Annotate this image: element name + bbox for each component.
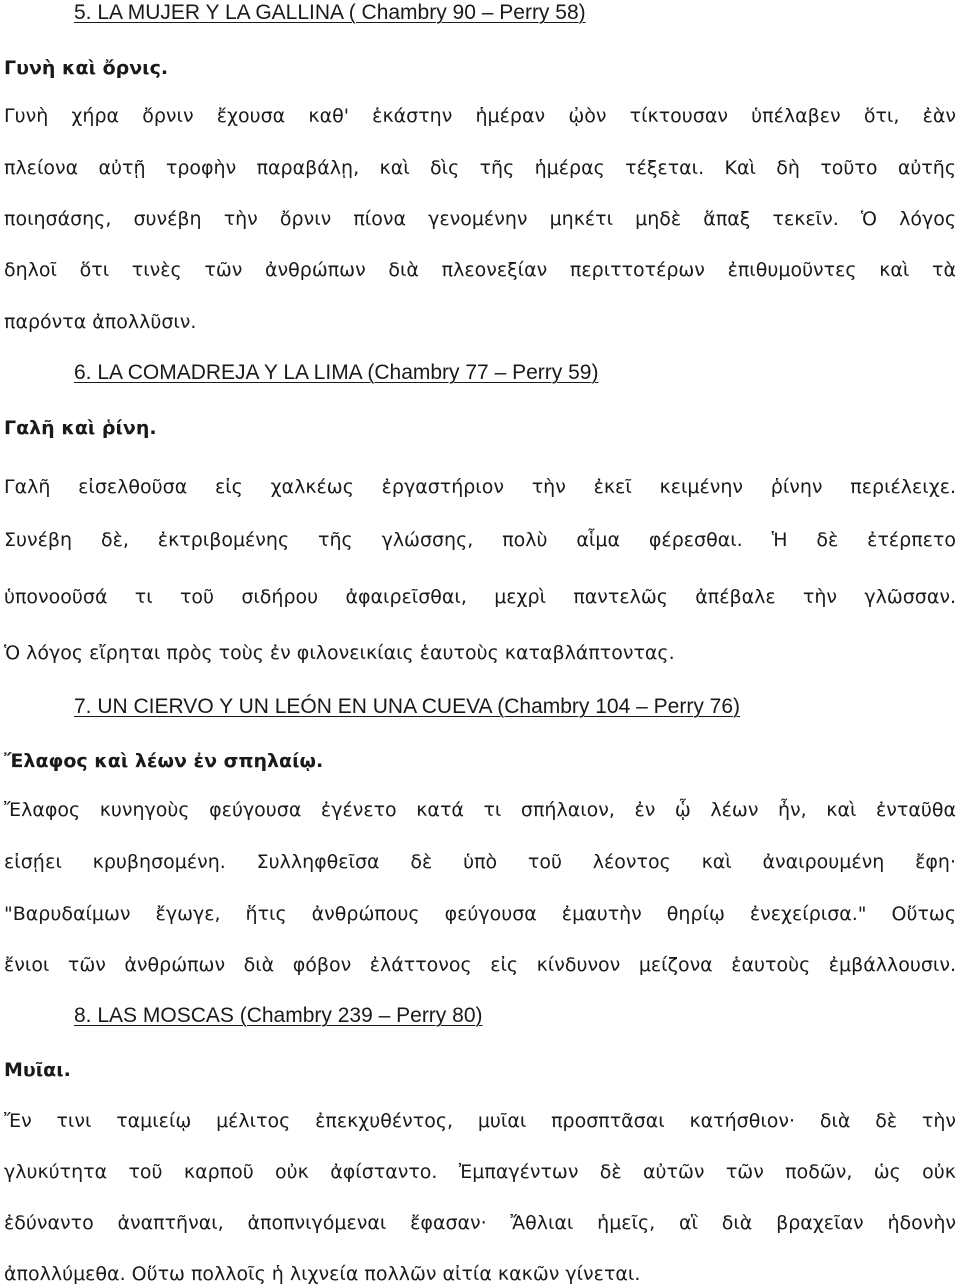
fable-7-text-line: εἰσῄει κρυβησομένη. Συλληφθεῖσα δὲ ὑπὸ τοῦ λέοντος καὶ ἀναιρουμένη ἔφη· xyxy=(4,851,956,873)
fable-8-text-line: γλυκύτητα τοῦ καρποῦ οὐκ ἀφίσταντο. Ἐμπαγέντων δὲ αὐτῶν τῶν ποδῶν, ὡς οὐκ xyxy=(4,1161,956,1183)
fable-8-heading: 8. LAS MOSCAS (Chambry 239 – Perry 80) xyxy=(74,1004,483,1027)
fable-5-text-line: δηλοῖ ὅτι τινὲς τῶν ἀνθρώπων διὰ πλεονεξίαν περιττοτέρων ἐπιθυμοῦντες καὶ τὰ xyxy=(4,259,956,281)
fable-7-text-line: "Βαρυδαίμων ἔγωγε, ἥτις ἀνθρώπους φεύγουσα ἐμαυτὴν θηρίῳ ἐνεχείρισα." Οὕτως xyxy=(4,903,956,925)
fable-6-text-line: Συνέβη δὲ, ἐκτριβομένης τῆς γλώσσης, πολὺ αἷμα φέρεσθαι. Ἡ δὲ ἐτέρπετο xyxy=(4,529,956,551)
fable-5-text-line: παρόντα ἀπολλῦσιν. xyxy=(4,311,197,333)
fable-7-text-line: ἔνιοι τῶν ἀνθρώπων διὰ φόβον ἐλάττονος εἰς κίνδυνον μείζονα ἑαυτοὺς ἐμβάλλουσιν. xyxy=(4,954,956,976)
fable-6-text-line: ὑπονοοῦσά τι τοῦ σιδήρου ἀφαιρεῖσθαι, μεχρὶ παντελῶς ἀπέβαλε τὴν γλῶσσαν. xyxy=(4,586,956,608)
fable-8-text-line: ἐδύναντο ἀναπτῆναι, ἀποπνιγόμεναι ἔφασαν· Ἄθλιαι ἡμεῖς, αἳ διὰ βραχεῖαν ἡδονὴν xyxy=(4,1212,956,1234)
fable-8-text-line: ἀπολλύμεθα. Οὕτω πολλοῖς ἡ λιχνεία πολλῶν αἰτία κακῶν γίνεται. xyxy=(4,1263,641,1285)
fable-6-text-line: Γαλῆ εἰσελθοῦσα εἰς χαλκέως ἐργαστήριον τὴν ἐκεῖ κειμένην ῥίνην περιέλειχε. xyxy=(4,476,956,498)
fable-8-title: Μυῖαι. xyxy=(4,1059,71,1081)
fable-6-title: Γαλῆ καὶ ῥίνη. xyxy=(4,417,157,439)
fable-7-heading: 7. UN CIERVO Y UN LEÓN EN UNA CUEVA (Chambry 104 – Perry 76) xyxy=(74,695,741,718)
fable-5-title: Γυνὴ καὶ ὄρνις. xyxy=(4,57,169,79)
fable-7-title: Ἔλαφος καὶ λέων ἐν σπηλαίῳ. xyxy=(4,750,324,772)
fable-5-text-line: ποιησάσης, συνέβη τὴν ὄρνιν πίονα γενομένην μηκέτι μηδὲ ἅπαξ τεκεῖν. Ὁ λόγος xyxy=(4,208,956,230)
fable-6-text-line: Ὁ λόγος εἴρηται πρὸς τοὺς ἐν φιλονεικίαις ἑαυτοὺς καταβλάπτοντας. xyxy=(4,642,675,664)
fable-7-text-line: Ἔλαφος κυνηγοὺς φεύγουσα ἐγένετο κατά τι σπήλαιον, ἐν ᾧ λέων ἦν, καὶ ἐνταῦθα xyxy=(4,799,956,821)
fable-5-heading: 5. LA MUJER Y LA GALLINA ( Chambry 90 – Perry 58) xyxy=(74,1,586,24)
fable-5-text-line: πλείονα αὐτῇ τροφὴν παραβάλῃ, καὶ δὶς τῆς ἡμέρας τέξεται. Καὶ δὴ τοῦτο αὐτῆς xyxy=(4,157,956,179)
fable-8-text-line: Ἔν τινι ταμιείῳ μέλιτος ἐπεκχυθέντος, μυῖαι προσπτᾶσαι κατήσθιον· διὰ δὲ τὴν xyxy=(4,1110,956,1132)
fable-6-heading: 6. LA COMADREJA Y LA LIMA (Chambry 77 – Perry 59) xyxy=(74,361,599,384)
fable-5-text-line: Γυνὴ χήρα ὄρνιν ἔχουσα καθ' ἑκάστην ἡμέραν ᾠὸν τίκτουσαν ὑπέλαβεν ὅτι, ἐὰν xyxy=(4,105,956,127)
